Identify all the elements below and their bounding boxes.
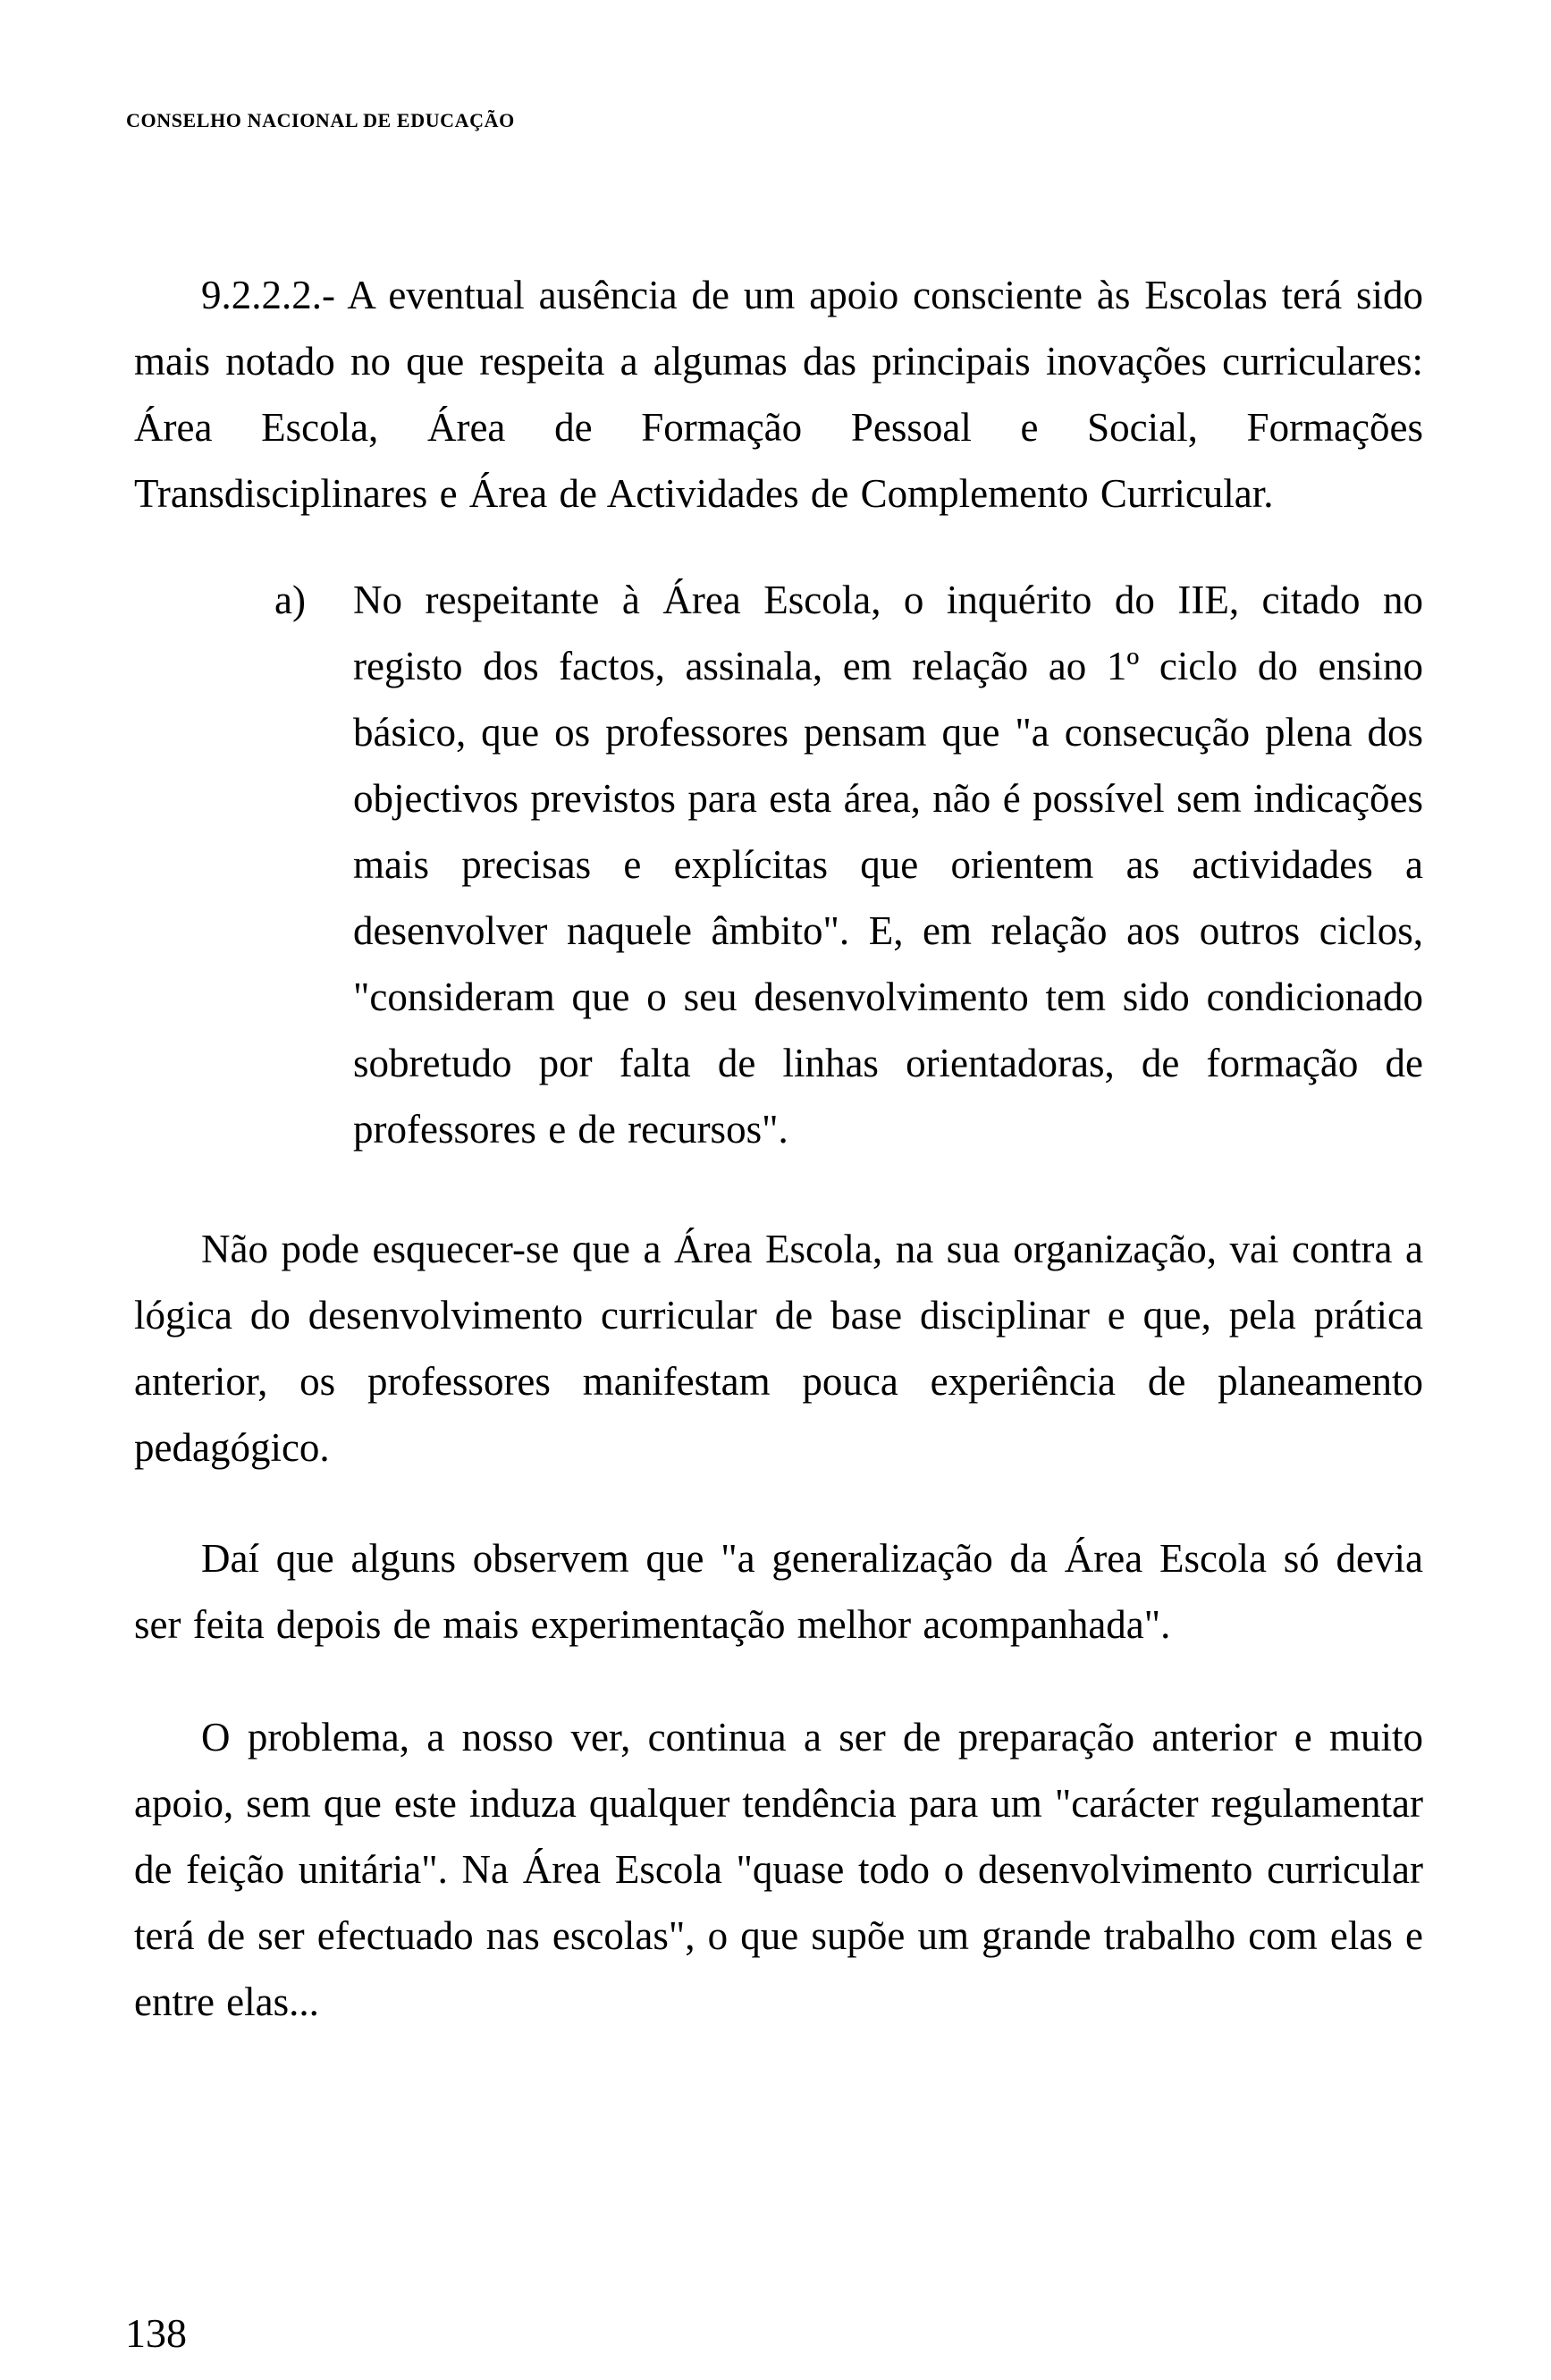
page-body — [134, 262, 1423, 2035]
paragraph-dai-que: Daí que alguns observem que "a generalização da Área Escola só devia ser feita depois de mais experimentação melhor acompanhada". — [134, 1536, 1423, 1647]
paragraph-nao-pode: Não pode esquecer-se que a Área Escola, na sua organização, vai contra a lógica do desenvolvimento curricular de base disciplinar e que, pela prática anterior, os professores manifestam pouca experiência de planeamento pedagógico. — [134, 1227, 1423, 1470]
list-item-a-label: a) — [274, 578, 306, 622]
paragraph-9222: 9.2.2.2.- A eventual ausência de um apoio consciente às Escolas terá sido mais notado no que respeita a algumas das principais inovações curriculares: Área Escola, Área de Formação Pessoal e Social, Formações Transdisciplinares e Área de Actividades de Complemento Curricular. — [134, 273, 1423, 516]
list-item-a-text: No respeitante à Área Escola, o inquérito do IIE, citado no registo dos factos, assinala, em relação ao 1º ciclo do ensino básico, que os professores pensam que "a consecução plena dos objectivos previstos para esta área, não é possível sem indicações mais precisas e explícitas que orientem as actividades a desenvolver naquele âmbito". E, em relação aos outros ciclos, "consideram que o seu desenvolvimento tem sido condicionado sobretudo por falta de linhas orientadoras, de formação de professores e de recursos". — [353, 578, 1423, 1152]
list-item-a — [274, 567, 1423, 1162]
page-number: 138 — [125, 2310, 187, 2356]
running-header: CONSELHO NACIONAL DE EDUCAÇÃO — [126, 109, 515, 131]
paragraph-o-problema: O problema, a nosso ver, continua a ser de preparação anterior e muito apoio, sem que este induza qualquer tendência para um "carácter regulamentar de feição unitária". Na Área Escola "quase todo o desenvolvimento curricular terá de ser efectuado nas escolas", o que supõe um grande trabalho com elas e entre elas... — [134, 1715, 1423, 2024]
